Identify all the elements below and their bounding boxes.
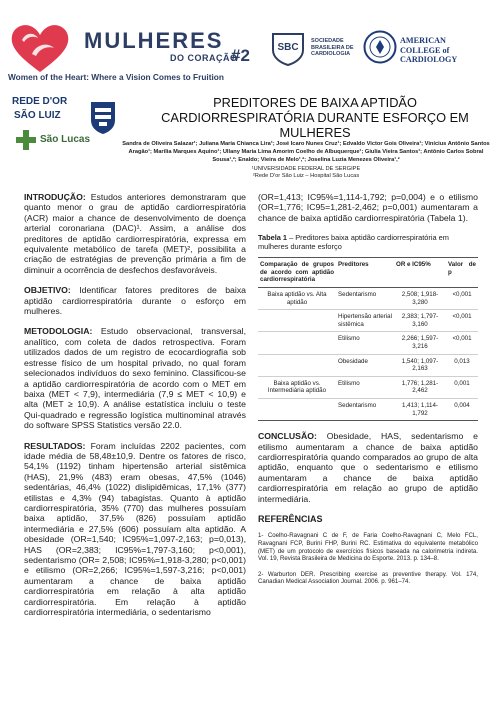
brand-subtitle: DO CORAÇÃO [170,53,238,63]
ufs-shield-icon [89,100,117,136]
sao-luiz-logo: SÃO LUIZ [14,110,61,121]
heart-logo-icon [8,20,72,76]
objective-paragraph: OBJETIVO: Identificar fatores preditores de baixa aptidão cardiorrespiratória durante o esforço em mulheres. [24,285,246,317]
methods-paragraph: METODOLOGIA: Estudo observacional, transversal, analítico, com coleta de dados retrospectiva. Foram utilizados dados de um registro de ecocardiografia sob estresse físico de um hospital privado, no qual foram selecionados indivíduos do sexo feminino. Classificou-se a aptidão cardiorrespiratória de acordo com o MET em baixa (MET < 7,9), intermediária (7,9 ≤ MET < 10,9) e alta (MET ≥ 10,9). A análise estatística incluiu o teste Qui-quadrado e regressão logística multinominal através do software SPSS Statistics versão 22.0. [24,326,246,431]
author-list: Sandra de Oliveira Salazar¹; Juliana Maria Chianca Lira¹; José Icaro Nunes Cruz¹; Edvaldo Victor Gois Oliveira¹; Vinícius Antônio Santos Aragão¹; Marília Marques Aquino¹; Ullany Maria Lima Amorim Coelho de Albuquerque¹; Giulia Vieira Santos¹; Antônio Carlos Sobral Sousa¹,²; Enaldo; Vieira de Melo¹,²; Joselina Luzia Menezes Oliveira¹,² [122,141,490,163]
table-row: Baixa aptidão vs. Alta aptidão Sedentarismo 2,508; 1,918-3,280 <0,001 [258,288,478,310]
left-column [24,192,246,627]
svg-text:SBC: SBC [277,42,299,53]
sbc-logo-icon [270,30,306,66]
brand-edition: #2 [231,46,250,65]
rede-dor-logo: REDE D'OR [12,96,68,107]
acc-seal-icon [363,30,397,64]
results-table [258,257,478,421]
results-paragraph: RESULTADOS: Foram incluídas 2202 pacientes, com idade média de 58,48±10,9. Dentre os fatores de risco, 54,1% (1192) tinham hipertensão arterial sistêmica (HAS), 21,9% (483) eram obesas, 47,5% (1046) sedentárias, 46,4% (1022) dislipidêmicas, 17,1% (377) etilistas e 4,3% (94) tabagistas. Quanto à aptidão cardiorrespiratória, 35% (770) das mulheres possuíam baixa aptidão, 37,5% (826) possuíam aptidão intermediária e 27,5% (606) possuíam alta aptidão. A obesidade (OR=1,540; IC95%=1,097-2,163; p=0,013), HAS (OR=2,383; IC95%=1,797-3,160; p<0,001), sedentarismo (OR= 2,508; IC95%=1,918-3,280; p<0,001) e etilismo (OR=2,266; IC95%=1,597-3,216; p<0,001) aumentaram a chance de baixa aptidão cardiorrespiratória em relação à alta aptidão cardiorrespiratória. Em relação à aptidão cardiorrespiratória intermediária, o sedentarismo [24,440,246,618]
tagline: Women of the Heart: Where a Vision Comes to Fruition [8,72,224,82]
sao-lucas-mark-icon [14,128,38,152]
table-row: Etilismo 2,266; 1,597-3,216 <0,001 [258,332,478,354]
paper-title: PREDITORES DE BAIXA APTIDÃO CARDIORRESPIRATÓRIA DURANTE ESFORÇO EM MULHERES [161,95,469,140]
results-continued: (OR=1,413; IC95%=1,114-1,792; p=0,004) e o etilismo (OR=1,776; IC95=1,281-2,462; p=0,001) aumentaram a chance de baixa aptidão cardiorrespiratória (Tabela 1). [258,192,478,223]
conclusion-paragraph: CONCLUSÃO: Obesidade, HAS, sedentarismo e etilismo aumentaram a chance de baixa aptidão cardiorrespiratória quando comparados ao grupo de alta aptidão, enquanto que o sedentarismo e etilismo aumentaram a chance de baixa aptidão cardiorrespiratória em relação ao grupo de aptidão intermediária. [258,431,478,504]
right-column [258,192,478,594]
intro-paragraph: INTRODUÇÃO: Estudos anteriores demonstraram que quanto menor o grau de aptidão cardiorrespiratória (ACR) maior a chance de desenvolvimento de doença arterial coronariana (DAC)¹. Assim, a análise dos preditores de aptidão cardiorrespiratória, expressa em equivalente metabólico de tarefa (MET)², possibilita a criação de estratégias de prevenção primária a fim de diminuir a ocorrência de desfechos desfavoráveis. [24,192,246,275]
affiliations: ¹UNIVERSIDADE FEDERAL DE SERGIPE ²Rede D'or São Luiz – Hospital São Lucas [251,166,361,179]
table-header: OR e IC95% [394,258,446,288]
table-row: Baixa aptidão vs. Intermediária aptidão Etilismo 1,776; 1,281-2,462 0,001 [258,376,478,398]
table-header: Preditores [336,258,394,288]
table-row: Obesidade 1,540; 1,097-2,163 0,013 [258,354,478,376]
table-row: Hipertensão arterial sistêmica 2,383; 1,797-3,160 <0,001 [258,310,478,332]
table-caption: Tabela 1 – Preditores baixa aptidão cardiorrespiratória em mulheres durante esforço [258,233,449,252]
reference-item: 2- Warburton DER. Prescribing exercise as preventive therapy. Vol. 174, Canadian Medical Association Journal. 2006. p. 961–74. [258,570,478,586]
table-header: Comparação de grupos de acordo com aptidão cardiorrespiratória [258,258,336,288]
table-row: Sedentarismo 1,413; 1,114-1,792 0,004 [258,398,478,420]
reference-item: 1- Coelho-Ravagnani C de F, de Faria Coelho-Ravagnani C, Melo FCL, Ravagnani FCP, Burini FHP, Burini RC. Estimativa do equivalente metabólico (MET) de um protocolo de exercícios físicos baseada na calorimetria indireta. Vol. 19, Revista Brasileira de Medicina do Esporte. 2013. p. 134–8. [258,532,478,563]
poster-header [0,0,500,88]
references-title: REFERÊNCIAS [258,513,323,524]
acc-name: AMERICAN COLLEGE of CARDIOLOGY [400,36,458,64]
sao-lucas-logo: São Lucas [40,134,91,145]
table-header: Valor de p [446,258,478,288]
brand-title: MULHERES [84,28,224,53]
sbc-name: SOCIEDADE BRASILEIRA DE CARDIOLOGIA [311,38,354,57]
